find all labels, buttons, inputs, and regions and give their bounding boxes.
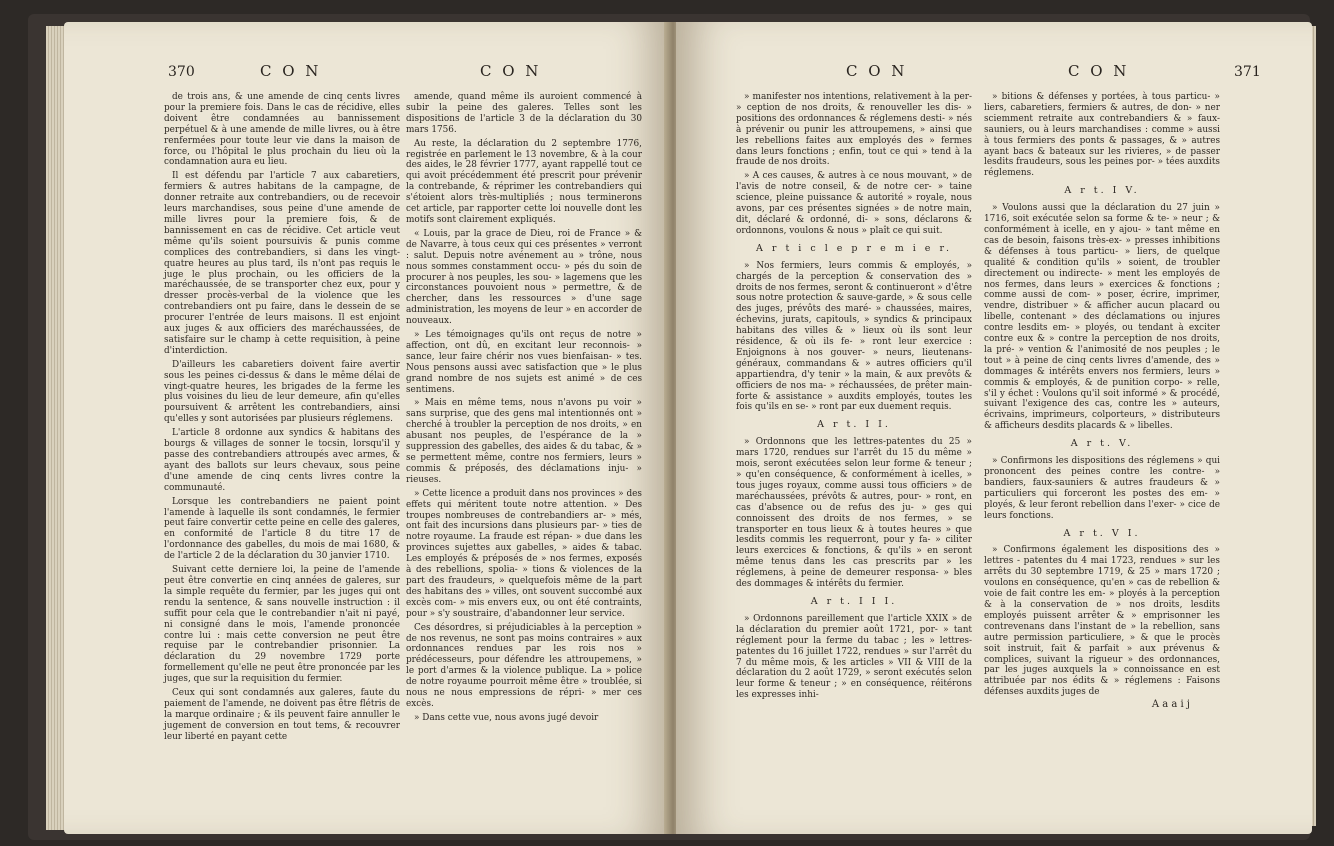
paragraph: « Louis, par la grace de Dieu, roi de France » & de Navarre, à tous ceux qui ces présentes » verront : salut. Depuis notre avénement au » trône, nous nous sommes constamment occu- » pés du soin de procurer à nos peuples, les sou- » lagemens que les circonstances pouvoient nous » permettre, & de chercher, dans les ressources » d'une sage administration, les moyens de leur » en accorder de nouveaux.	[406, 228, 642, 327]
paragraph: » Cette licence a produit dans nos provinces » des effets qui méritent toute notre attention. » Des troupes nombreuses de contrebandiers ar- » més, ont fait des incursions dans plusieurs par- » ties de notre royaume. La fraude est répan- » due dans les provinces sujettes aux gabelles, » aides & tabac. Les employés & préposés de » nos fermes, exposés à des rebellions, spolia- » tions & violences de la part des fraudeurs, » quelquefois même de la part des habitans des » villes, ont souvent succombé aux excès com- » mis envers eux, ou ont été contraints, pour » s'y soustraire, d'abandonner leur service.	[406, 488, 642, 619]
paragraph: de trois ans, & une amende de cinq cents livres pour la premiere fois. Dans le cas de récidive, elles doivent être condamnées au bannissement perpétuel & à une amende de mille livres, ou à être renfermées pour toute leur vie dans la maison de force, ou l'hôpital le plus prochain du lieu où la condamnation aura eu lieu.	[164, 92, 400, 168]
paragraph: Suivant cette derniere loi, la peine de l'amende peut être convertie en cinq années de galeres, sur la simple requête du fermier, par les juges qui ont rendu la sentence, & sans nouvelle instruction : il suffit pour cela que le contrebandier n'ait ni payé, ni consigné dans le mois, l'amende prononcée contre lui : mais cette conversion ne peut être requise par le contrebandier prisonnier. La déclaration du 29 novembre 1729 porte formellement qu'elle ne peut être prononcée par les juges, que sur la requisition du fermier.	[164, 565, 400, 685]
paragraph: » Ordonnons que les lettres-patentes du 25 » mars 1720, rendues sur l'arrêt du 15 du même » mois, seront exécutées selon leur forme & teneur ; » qu'en conséquence, & conformément à icelles, » tous juges royaux, comme aussi tous officiers » de maréchaussées, prévôts & autres, pour- » ront, en cas d'absence ou de refus des ju- » ges qui connoissent des droits de nos fermes, » se transporter en tous lieux & à toutes heures » que lesdits commis les requerront, pour y fa- » ciliter leurs exercices & fonctions, & qu'ils » en seront même tenus dans les cas prescrits par » les réglemens, à peine de demeurer responsa- » bles des dommages & intérêts du fermier.	[736, 437, 972, 590]
article-heading: A r t. V.	[1070, 438, 1134, 450]
right-running-head-2: C O N	[1068, 62, 1130, 80]
paragraph: » A ces causes, & autres à ce nous mouvant, » de l'avis de notre conseil, & de notre cer- » taine science, pleine puissance & autorité » royale, nous avons, par ces présentes signées » de notre main, dit, déclaré & ordonné, di- » sons, déclarons & ordonnons, voulons & nous » plaît ce qui suit.	[736, 171, 972, 236]
paragraph: Au reste, la déclaration du 2 septembre 1776, registrée en parlement le 13 novembre, & à la cour des aides, le 28 février 1777, ayant rappellé tout ce qui avoit précédemment été prescrit pour prévenir la contrebande, & réprimer les contrebandiers qui s'étoient alors très-multipliés ; nous terminerons cet article, par rapporter cette loi nouvelle dont les motifs sont clairement expliqués.	[406, 138, 642, 225]
article-heading: A r t. I V.	[1064, 185, 1140, 197]
paragraph: » Dans cette vue, nous avons jugé devoir	[414, 712, 599, 723]
article-heading: A r t. I I I.	[810, 595, 898, 607]
paragraph: » bitions & défenses y portées, à tous particu- » liers, cabaretiers, fermiers & autres, de don- » ner sciemment retraite aux contrebandiers & » faux-sauniers, ou à leurs marchandises : comme » aussi à tous fermiers des ponts & passages, & » autres ayant bacs & bateaux sur les rivieres, » de passer lesdits fraudeurs, sous les peines por- » tées auxdits réglemens.	[984, 92, 1220, 179]
paragraph: Ces désordres, si préjudiciables à la perception » de nos revenus, ne sont pas moins contraires » aux ordonnances rendues par les rois nos » prédécesseurs, pour défendre les attroupemens, » le port d'armes & la violence publique. La » police de notre royaume pourroit même être » troublée, si nous ne nous empressions de répri- » mer ces excès.	[406, 622, 642, 709]
paragraph: » manifester nos intentions, relativement à la per- » ception de nos droits, & renouveller les dis- » positions des ordonnances & réglemens desti- » nés à prévenir ou punir les attroupemens, » ainsi que les rebellions faites aux employés des » fermes dans leurs fonctions ; enfin, tout ce qui » tend à la fraude de nos droits.	[736, 92, 972, 168]
paragraph: D'ailleurs les cabaretiers doivent faire avertir sous les peines ci-dessus & dans le même délai de vingt-quatre heures, les brigades de la ferme les plus voisines du lieu de leur demeure, afin qu'elles poursuivent & arrêtent les contrebandiers, ainsi qu'elles y sont autorisées par plusieurs réglemens.	[164, 359, 400, 425]
paragraph: Ceux qui sont condamnés aux galeres, faute du paiement de l'amende, ne doivent pas être flétris de la marque ordinaire ; & ils peuvent faire annuller le jugement de conversion en tout tems, & recouvrer leur liberté en payant cette	[164, 688, 400, 742]
left-running-head-1: C O N	[260, 62, 322, 80]
right-running-head-1: C O N	[846, 62, 908, 80]
paragraph: L'article 8 ordonne aux syndics & habitans des bourgs & villages de sonner le tocsin, lorsqu'il y passe des contrebandiers attroupés avec armes, & ayant des ballots sur leurs chevaux, sous peine d'une amende de cinq cents livres contre la communauté.	[164, 428, 400, 493]
paragraph: Lorsque les contrebandiers ne paient point l'amende à laquelle ils sont condamnés, le fermier peut faire convertir cette peine en celle des galeres, en conformité de l'article 8 du titre 17 de l'ordonnance des gabelles, du mois de mai 1680, & de l'article 2 de la déclaration du 30 janvier 1710.	[164, 496, 400, 562]
paragraph: » Confirmons les dispositions des réglemens » qui prononcent des peines contre les contre- » bandiers, faux-sauniers & autres fraudeurs & » particuliers qui forceront les postes des em- » ployés, & leur feront rebellion dans l'exer- » cice de leurs fonctions.	[984, 456, 1220, 521]
paragraph: » Mais en même tems, nous n'avons pu voir » sans surprise, que des gens mal intentionnés ont » cherché à troubler la perception de nos droits, » en abusant nos peuples, de l'espérance de la » suppression des gabelles, des aides & du tabac, & » se permettent même, contre nos fermiers, leurs » commis & préposés, des déclamations inju- » rieuses.	[406, 398, 642, 485]
paragraph: » Voulons aussi que la déclaration du 27 juin » 1716, soit exécutée selon sa forme & te- » neur ; & conformément à icelle, en y ajou- » tant même en cas de besoin, faisons très-ex- » presses inhibitions & défenses à tous particu- » liers, de quelque qualité & condition qu'ils » soient, de troubler directement ou indirecte- » ment les employés de nos fermes, dans leurs » exercices & fonctions ; comme aussi de com- » poser, écrire, imprimer, vendre, distribuer » & afficher aucun placard ou libelle, contenant » des déclamations ou injures contre lesdits em- » ployés, ou tendant à exciter contre eux & » contre la perception de nos droits, la pré- » vention & l'animosité de nos peuples ; le tout » à peine de cinq cents livres d'amende, des » dommages & intérêts envers nos fermiers, leurs » commis & employés, & de punition corpo- » relle, s'il y échet : Voulons qu'il soit informé » & procédé, suivant l'exigence des cas, contre les » auteurs, écrivains, imprimeurs, colporteurs, » distributeurs & afficheurs desdits placards & » libelles.	[984, 203, 1220, 432]
article-heading: A r t. I I.	[817, 419, 891, 431]
left-column-1	[164, 92, 400, 743]
right-page	[676, 22, 1312, 834]
article-heading: A r t. V I.	[1063, 527, 1141, 539]
right-folio: 371	[1234, 64, 1261, 80]
right-column-2	[984, 92, 1220, 711]
paragraph: Il est défendu par l'article 7 aux cabaretiers, fermiers & autres habitans de la campagne, de donner retraite aux contrebandiers, ou de recevoir leurs marchandises, sous peine d'une amende de mille livres pour la premiere fois, & de bannissement en cas de récidive. Cet article veut même qu'ils soient poursuivis & punis comme complices des contrebandiers, si dans les vingt-quatre heures au plus tard, ils n'ont pas requis le juge le plus prochain, ou les officiers de la maréchaussée, de se transporter chez eux, pour y dresser procès-verbal de la violence que les contrebandiers ont pu faire, dans le dessein de se procurer l'entrée de leurs maisons. Il est enjoint aux juges & aux officiers des maréchaussées, de satisfaire sur le champ à cette requisition, à peine d'interdiction.	[164, 171, 400, 356]
paragraph: amende, quand même ils auroient commencé à subir la peine des galeres. Telles sont les dispositions de l'article 3 de la déclaration du 30 mars 1756.	[406, 92, 642, 135]
signature-mark: A a a i j	[1151, 699, 1190, 711]
left-running-head-2: C O N	[480, 62, 542, 80]
left-column-2	[406, 92, 642, 724]
right-column-1	[736, 92, 972, 701]
paragraph: » Ordonnons pareillement que l'article XXIX » de la déclaration du premier août 1721, por- » tant réglement pour la ferme du tabac ; les » lettres-patentes du 16 juillet 1722, rendues » sur l'arrêt du 7 du même mois, & les articles » VII & VIII de la déclaration du 2 août 1729, » seront exécutés selon leur forme & teneur ; » en conséquence, réitérons les expresses inhi-	[736, 613, 972, 701]
left-page	[64, 22, 670, 834]
left-folio: 370	[168, 64, 195, 80]
paragraph: » Les témoignages qu'ils ont reçus de notre » affection, ont dû, en excitant leur reconnois- » sance, leur faire chérir nos vues bienfaisan- » tes. Nous pensons aussi avec satisfaction que » le plus grand nombre de nos sujets est animé » de ces sentimens.	[406, 330, 642, 395]
paragraph: » Confirmons également les dispositions des » lettres - patentes du 4 mai 1723, rendues » sur les arrêts du 30 septembre 1719, & 25 » mars 1720 ; voulons en conséquence, qu'en » cas de rebellion & voie de fait contre les em- » ployés à la perception & à la conservation de » nos droits, lesdits employés puissent arrêter & » emprisonner les contrevenans dans l'instant de » la rebellion, sans autre permission particuliere, » & que le procès soit instruit, fait & parfait » aux prévenus & complices, suivant la rigueur » des ordonnances, par les juges auxquels la » connoissance en est attribuée par nos édits & » réglemens : Faisons défenses auxdits juges de	[984, 545, 1220, 698]
paragraph: » Nos fermiers, leurs commis & employés, » chargés de la perception & conservation des » droits de nos fermes, seront & continueront » d'être sous notre protection & sauve-garde, » & sous celle des juges, prévôts des maré- » chaussées, maires, échevins, jurats, capitouls, » syndics & principaux habitans des villes & » lieux où ils sont leur résidence, & où ils fe- » ront leur exercice : Enjoignons à nos gouver- » neurs, lieutenans-généraux, commandans & » autres officiers qu'il appartiendra, d'y tenir » la main, & aux prevôts & officiers de nos ma- » réchaussées, de prêter main-forte & assistance » auxdits employés, toutes les fois qu'ils en se- » ront par eux duement requis.	[736, 260, 972, 413]
article-heading: A r t i c l e p r e m i e r.	[756, 242, 952, 254]
